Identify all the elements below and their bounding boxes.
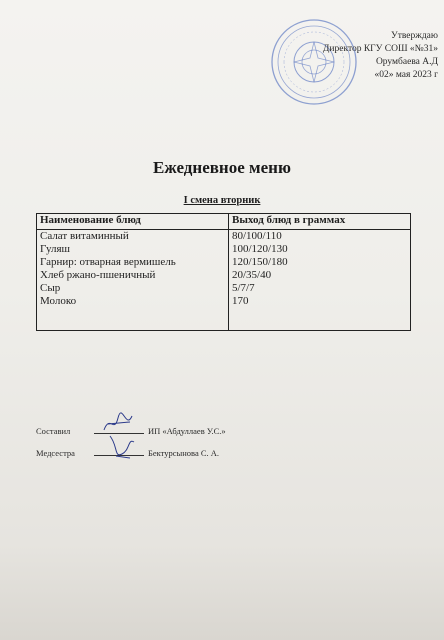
portion-value: 20/35/40 [232, 269, 272, 281]
portion-value: 120/150/180 [232, 256, 288, 268]
approval-line-3: Орумбаева А.Д [375, 57, 438, 67]
signature-label: Составил [36, 426, 71, 436]
handwritten-signature-icon [104, 432, 138, 462]
signature-name: ИП «Абдуллаев У.С.» [148, 426, 226, 436]
signature-label: Медсестра [36, 448, 75, 458]
shift-subtitle: I смена вторник [183, 195, 261, 206]
dish-names-cell [37, 230, 229, 331]
dish-name: Сыр [40, 282, 61, 294]
table-row [37, 230, 411, 331]
portion-values-cell [229, 230, 411, 331]
dish-name: Гарнир: отварная вермишель [40, 256, 176, 268]
dish-name: Молоко [40, 295, 77, 307]
header-portion-grams: Выход блюд в граммах [229, 214, 411, 230]
approval-line-4: «02» мая 2023 г [374, 70, 438, 80]
signature-name: Бектурсынова С. А. [148, 448, 220, 458]
dish-name: Салат витаминный [40, 230, 129, 242]
menu-table [36, 213, 411, 331]
dish-name: Гуляш [40, 243, 70, 255]
dish-name: Хлеб ржано-пшеничный [40, 269, 156, 281]
table-header-row [37, 214, 411, 230]
approval-line-1: Утверждаю [391, 31, 438, 41]
approval-block [248, 30, 438, 82]
portion-value: 100/120/130 [232, 243, 288, 255]
page-title: Ежедневное меню [153, 158, 291, 177]
portion-value: 170 [232, 295, 249, 307]
approval-line-2: Директор КГУ СОШ «№31» [322, 44, 438, 54]
header-dish-name: Наименование блюд [37, 214, 229, 230]
portion-value: 80/100/110 [232, 230, 282, 242]
portion-value: 5/7/7 [232, 282, 255, 294]
